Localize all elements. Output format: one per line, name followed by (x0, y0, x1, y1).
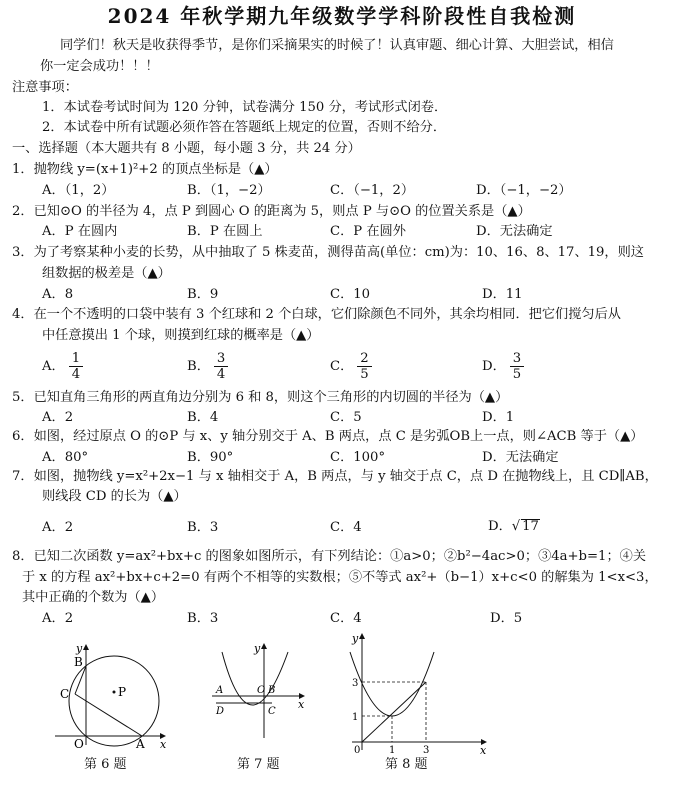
q4-option-a (42, 351, 83, 382)
segment-ca (75, 694, 142, 736)
q2-option-d: D．无法确定 (476, 224, 553, 239)
q6-option-b: B．90° (187, 450, 234, 465)
q2-stem: 2．已知⊙O 的半径为 4，点 P 到圆心 O 的距离为 5，则点 P 与⊙O 的位置关系是（▲） (12, 204, 531, 219)
figure-7-caption: 第 7 题 (237, 757, 280, 772)
label-y: y (76, 642, 83, 655)
q3-option-d: D．11 (482, 287, 523, 302)
label-p: P (118, 685, 127, 699)
q4-option-d-letter: D． (482, 359, 506, 375)
q3-option-c: C．10 (330, 287, 371, 302)
page-title: 2024 年秋学期九年级数学学科阶段性自我检测 (107, 4, 577, 28)
q5-stem: 5．已知直角三角形的两直角边分别为 6 和 8，则这个三角形的内切圆的半径为（▲） (12, 390, 509, 405)
label-d: D (216, 706, 225, 717)
point-p (113, 691, 116, 694)
label-a: A (136, 737, 145, 750)
label-c: C (60, 687, 70, 701)
q1-option-c: C．（−1，2） (330, 183, 415, 198)
q2-option-a: A．P 在圆内 (42, 224, 118, 239)
fraction (69, 351, 83, 382)
label-origin: 0 (354, 745, 361, 755)
label-a: A (216, 685, 224, 696)
denominator: 4 (71, 367, 81, 383)
q1-stem: 1．抛物线 y=(x+1)²+2 的顶点坐标是（▲） (12, 162, 278, 177)
q4-stem-line-1: 4．在一个不透明的口袋中装有 3 个红球和 2 个白球，它们除颜色不同外，其余均相同．把它们搅匀后从 (12, 307, 621, 322)
denominator: 5 (360, 367, 369, 383)
label-b: B (268, 685, 276, 696)
circle-p (69, 656, 159, 746)
notice-item-1: 1．本试卷考试时间为 120 分钟，试卷满分 150 分，考试形式闭卷． (42, 100, 448, 115)
fraction (510, 351, 524, 382)
label-o: O (74, 737, 84, 750)
q4-option-a-letter: A． (42, 359, 65, 375)
figure-7 (208, 640, 308, 745)
q8-option-b: B．3 (187, 611, 219, 626)
intro-line-2: 你一定会成功！！！ (40, 59, 159, 74)
q5-option-a: A．2 (42, 410, 74, 425)
tick-x-1: 1 (389, 745, 396, 755)
label-b: B (74, 655, 83, 669)
q7-stem-line-2: 则线段 CD 的长为（▲） (42, 489, 187, 504)
q8-stem-line-1: 8．已知二次函数 y=ax²+bx+c 的图象如图所示，有下列结论：①a>0；②b²−4ac>0；③4a+b=1；④关 (12, 549, 647, 564)
notice-item-2: 2．本试卷中所有试题必须作答在答题纸上规定的位置，否则不给分． (42, 120, 447, 135)
q3-stem-line-2: 组数据的极差是（▲） (42, 266, 171, 281)
q1-option-b: B．（1，−2） (187, 183, 271, 198)
numerator: 3 (510, 351, 524, 367)
label-y: y (352, 632, 359, 645)
q6-option-d: D．无法确定 (482, 450, 559, 465)
q4-stem-line-2: 中任意摸出 1 个球，则摸到红球的概率是（▲） (42, 328, 320, 343)
q4-option-b (187, 351, 228, 382)
q7-option-d (488, 519, 540, 533)
q2-option-b: B．P 在圆上 (187, 224, 263, 239)
q3-option-a: A．8 (42, 287, 74, 302)
q5-option-b: B．4 (187, 410, 219, 425)
q8-option-d: D．5 (490, 611, 523, 626)
q6-option-a: A．80° (42, 450, 89, 465)
q7-stem-line-1: 7．如图，抛物线 y=x²+2x−1 与 x 轴相交于 A，B 两点，与 y 轴交于点 C，点 D 在抛物线上，且 CD∥AB， (12, 469, 658, 484)
segment-bc (75, 666, 86, 694)
q4-option-c (330, 351, 372, 382)
denominator: 4 (216, 367, 226, 383)
q3-option-b: B．9 (187, 287, 219, 302)
q6-stem: 6．如图，经过原点 O 的⊙P 与 x、y 轴分别交于 A、B 两点，点 C 是劣弧OB上一点，则∠ACB 等于（▲） (12, 429, 644, 444)
numerator: 3 (214, 351, 228, 367)
q8-option-c: C．4 (330, 611, 362, 626)
fraction (357, 351, 371, 382)
label-y: y (254, 642, 261, 655)
q8-option-a: A．2 (42, 611, 74, 626)
figure-6-caption: 第 6 题 (84, 757, 127, 772)
q6-option-c: C．100° (330, 450, 386, 465)
q8-stem-line-2: 于 x 的方程 ax²+bx+c+2=0 有两个不相等的实数根；⑤不等式 ax²+（b−1）x+c<0 的解集为 1<x<3， (22, 570, 658, 585)
q4-option-d (482, 351, 524, 382)
parabola (222, 652, 288, 705)
q7-option-c: C．4 (330, 520, 362, 535)
sqrt-sign: √ (511, 519, 521, 534)
label-c: C (268, 706, 276, 717)
q5-option-d: D．1 (482, 410, 515, 425)
figure-8 (346, 630, 491, 755)
q4-option-c-letter: C． (330, 359, 354, 375)
q2-option-c: C．P 在圆外 (330, 224, 406, 239)
tick-y-3: 3 (352, 678, 359, 689)
notice-heading: 注意事项： (12, 80, 78, 95)
numerator: 2 (357, 351, 371, 367)
fraction (214, 351, 228, 382)
tick-x-3: 3 (423, 745, 430, 755)
q7-option-d-letter: D． (488, 519, 512, 534)
q1-option-d: D．（−1，−2） (476, 183, 572, 198)
q1-option-a: A．（1，2） (42, 183, 115, 198)
figure-8-caption: 第 8 题 (385, 757, 428, 772)
intro-line-1: 同学们！秋天是收获得季节，是你们采摘果实的时候了！认真审题、细心计算、大胆尝试，相信 (60, 38, 614, 53)
label-x: x (298, 698, 305, 711)
denominator: 5 (512, 367, 522, 383)
q4-option-b-letter: B． (187, 359, 210, 375)
section-heading: 一、选择题（本大题共有 8 小题，每小题 3 分，共 24 分） (12, 141, 361, 156)
numerator: 1 (69, 351, 83, 367)
label-x: x (480, 744, 487, 755)
label-o: O (257, 685, 266, 696)
q8-stem-line-3: 其中正确的个数为（▲） (22, 590, 165, 605)
tick-y-1: 1 (352, 712, 359, 723)
q7-option-b: B．3 (187, 520, 219, 535)
q7-option-a: A．2 (42, 520, 74, 535)
sqrt-value: 17 (522, 519, 539, 534)
parabola (350, 652, 434, 716)
label-x: x (160, 738, 167, 750)
q3-stem-line-1: 3．为了考察某种小麦的长势，从中抽取了 5 株麦苗，测得苗高(单位：cm)为：10、16、8、17、19，则这 (12, 245, 644, 260)
q5-option-c: C．5 (330, 410, 362, 425)
figure-6 (50, 640, 170, 750)
line-y-equals-x (362, 682, 426, 742)
